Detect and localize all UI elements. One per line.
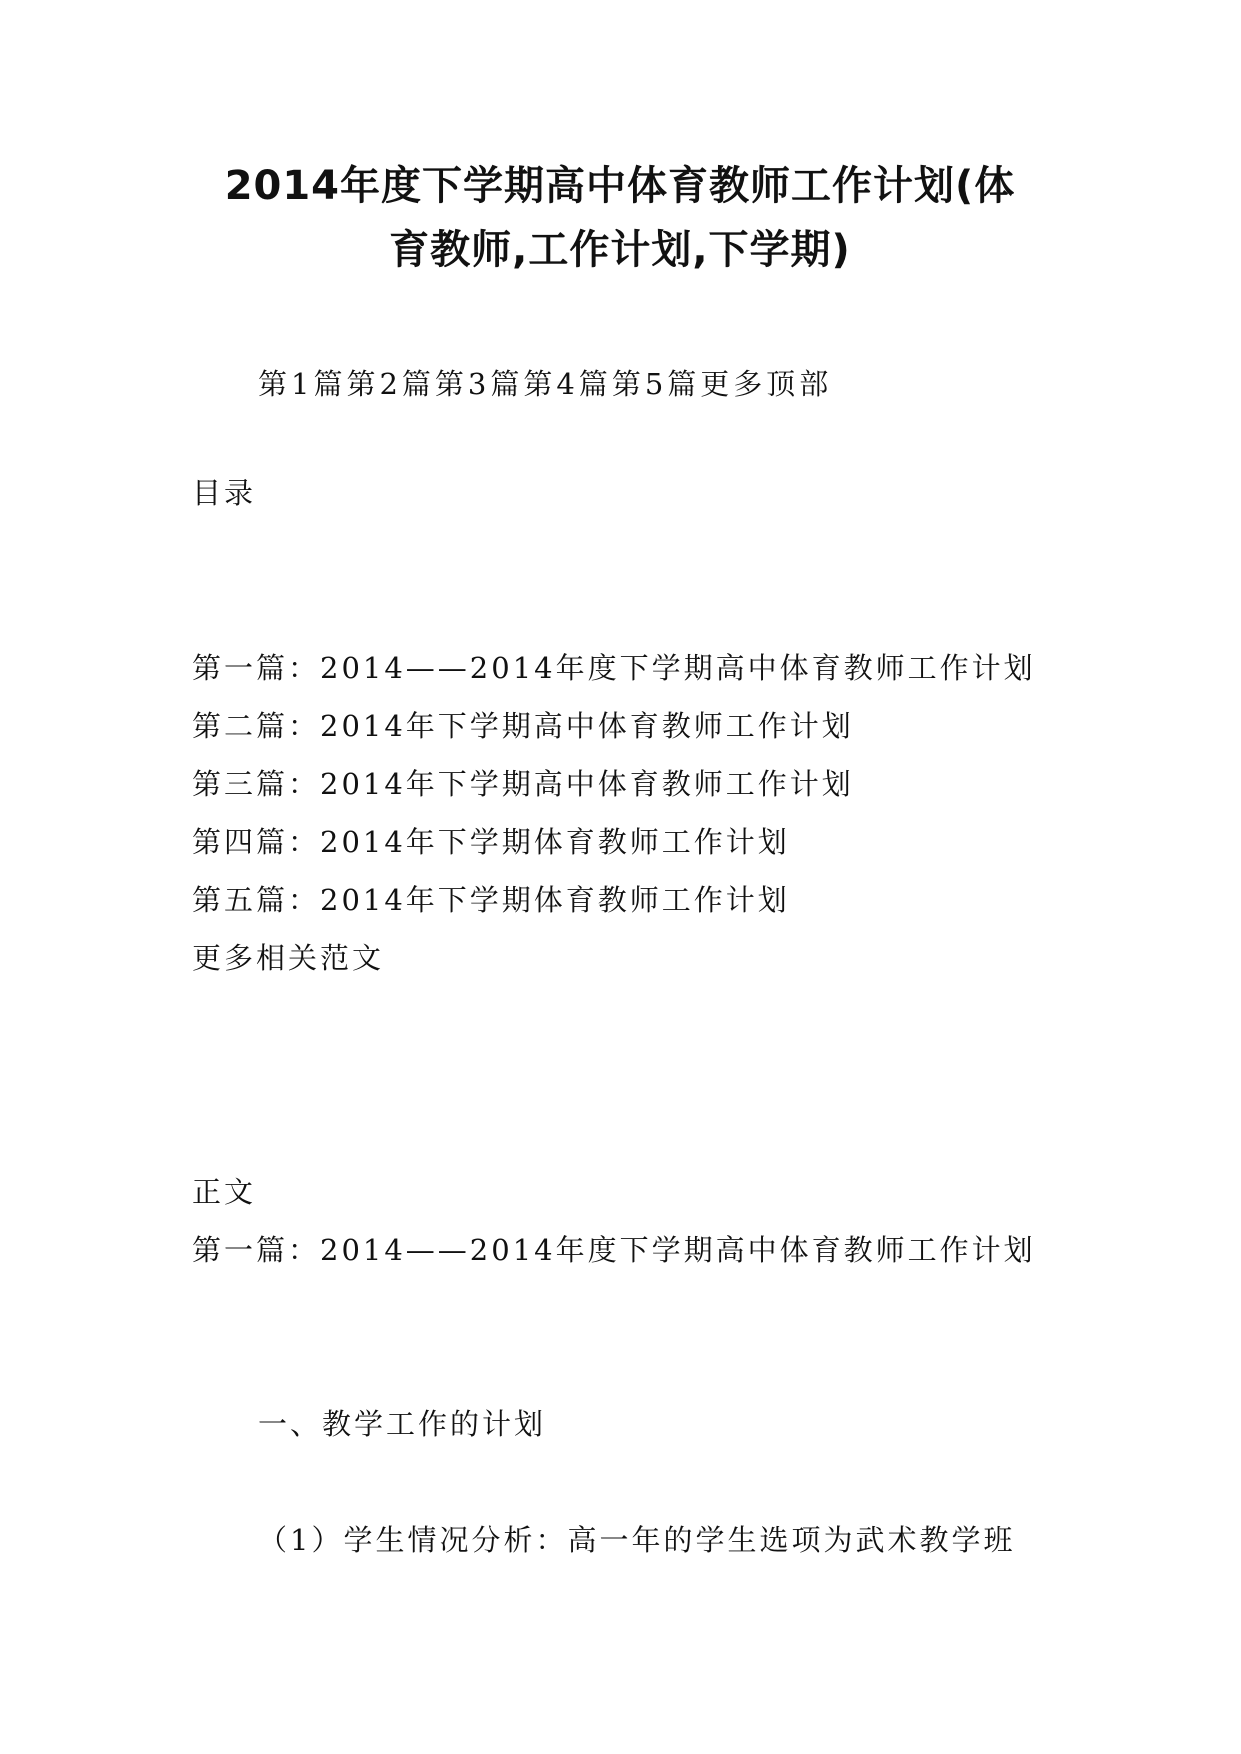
nav-link-part-1[interactable]: 第1篇: [258, 367, 347, 401]
section-heading-1: 一、教学工作的计划: [258, 1407, 547, 1441]
toc-item-1[interactable]: 第一篇：2014——2014年度下学期高中体育教师工作计划: [192, 651, 1036, 685]
toc-item-2[interactable]: 第二篇：2014年下学期高中体育教师工作计划: [192, 709, 854, 743]
document-title-line-2: 育教师,工作计划,下学期): [389, 227, 851, 273]
article-title: 第一篇：2014——2014年度下学期高中体育教师工作计划: [192, 1233, 1036, 1267]
toc-item-4[interactable]: 第四篇：2014年下学期体育教师工作计划: [192, 825, 790, 859]
nav-link-part-3[interactable]: 第3篇: [434, 367, 524, 401]
nav-link-part-2[interactable]: 第2篇: [346, 367, 435, 401]
body-heading: 正文: [192, 1175, 257, 1209]
nav-link-more[interactable]: 更多: [700, 367, 767, 401]
toc-heading: 目录: [192, 476, 257, 510]
toc-item-5[interactable]: 第五篇：2014年下学期体育教师工作计划: [192, 883, 790, 917]
document-title-line-1: 2014年度下学期高中体育教师工作计划(体: [224, 163, 1016, 209]
nav-link-part-5[interactable]: 第5篇: [611, 367, 701, 401]
nav-link-part-4[interactable]: 第4篇: [523, 367, 612, 401]
paragraph-1: （1）学生情况分析：高一年的学生选项为武术教学班: [258, 1523, 1016, 1557]
toc-item-3[interactable]: 第三篇：2014年下学期高中体育教师工作计划: [192, 767, 854, 801]
nav-link-top[interactable]: 顶部: [766, 367, 833, 401]
toc-item-more[interactable]: 更多相关范文: [192, 941, 385, 975]
article-nav: [258, 362, 832, 403]
